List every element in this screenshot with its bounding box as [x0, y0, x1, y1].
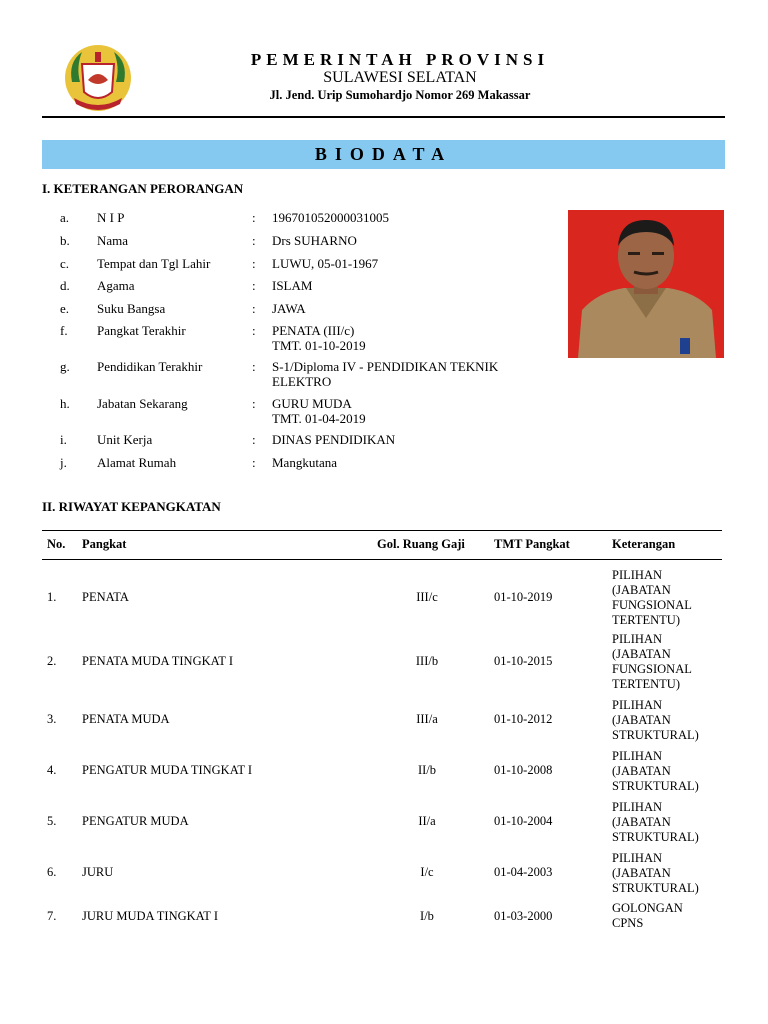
info-value-line: PENATA (III/c) — [272, 323, 355, 338]
info-field-label: Tempat dan Tgl Lahir — [97, 256, 211, 271]
col-header-gol: Gol. Ruang Gaji — [377, 537, 465, 551]
row-tmt: 01-10-2012 — [494, 712, 553, 726]
header-divider — [42, 116, 725, 118]
info-value-line: ELEKTRO — [272, 374, 332, 389]
keterangan-line: FUNGSIONAL — [612, 598, 692, 612]
info-field-label: Unit Kerja — [97, 432, 153, 447]
row-tmt: 01-10-2004 — [494, 814, 553, 828]
row-number: 3. — [47, 712, 57, 726]
info-key: c. — [60, 256, 70, 271]
info-value — [272, 210, 572, 225]
keterangan-line: STRUKTURAL) — [612, 881, 699, 895]
keterangan-line: STRUKTURAL) — [612, 779, 699, 793]
keterangan-line: CPNS — [612, 916, 644, 930]
info-key: g. — [60, 359, 70, 374]
document-header — [0, 0, 768, 120]
info-value — [272, 323, 572, 353]
row-keterangan — [612, 800, 722, 845]
keterangan-line: FUNGSIONAL — [612, 662, 692, 676]
info-colon: : — [252, 301, 256, 316]
provincial-emblem-logo — [62, 42, 134, 114]
info-key: e. — [60, 301, 70, 316]
row-gol: III/a — [416, 712, 438, 726]
info-colon: : — [252, 233, 256, 248]
keterangan-line: PILIHAN — [612, 698, 662, 712]
keterangan-line: PILIHAN — [612, 851, 662, 865]
info-colon: : — [252, 210, 256, 225]
section-personal-title: I. KETERANGAN PERORANGAN — [42, 181, 244, 196]
keterangan-line: (JABATAN — [612, 583, 671, 597]
row-number: 6. — [47, 865, 57, 879]
info-colon: : — [252, 256, 256, 271]
keterangan-line: PILIHAN — [612, 749, 662, 763]
header-subtitle: SULAWESI SELATAN — [323, 69, 477, 86]
row-tmt: 01-03-2000 — [494, 909, 553, 923]
row-keterangan — [612, 851, 722, 896]
col-header-ket: Keterangan — [612, 537, 676, 551]
row-pangkat: PENATA MUDA — [82, 712, 170, 726]
keterangan-line: TERTENTU) — [612, 613, 680, 627]
row-number: 5. — [47, 814, 57, 828]
biodata-banner: BIODATA — [42, 140, 725, 169]
info-value — [272, 455, 572, 470]
row-pangkat: PENATA MUDA TINGKAT I — [82, 654, 233, 668]
info-field-label: N I P — [97, 210, 125, 225]
keterangan-line: (JABATAN — [612, 815, 671, 829]
info-value-line: TMT. 01-04-2019 — [272, 411, 366, 426]
row-number: 1. — [47, 590, 57, 604]
row-pangkat: PENGATUR MUDA TINGKAT I — [82, 763, 253, 777]
info-colon: : — [252, 359, 256, 374]
info-key: b. — [60, 233, 70, 248]
keterangan-line: PILIHAN — [612, 800, 662, 814]
portrait-image — [568, 210, 724, 358]
info-value-line: Mangkutana — [272, 455, 337, 470]
profile-photo — [568, 210, 724, 358]
row-keterangan — [612, 632, 722, 692]
info-value — [272, 278, 572, 293]
row-gol: III/c — [416, 590, 438, 604]
info-colon: : — [252, 432, 256, 447]
keterangan-line: (JABATAN — [612, 647, 671, 661]
keterangan-line: (JABATAN — [612, 713, 671, 727]
row-tmt: 01-10-2019 — [494, 590, 553, 604]
info-key: f. — [60, 323, 68, 338]
col-header-no: No. — [47, 537, 66, 551]
col-header-pangkat: Pangkat — [82, 537, 127, 551]
info-field-label: Nama — [97, 233, 129, 248]
row-pangkat: PENGATUR MUDA — [82, 814, 189, 828]
info-key: d. — [60, 278, 70, 293]
keterangan-line: PILIHAN — [612, 568, 662, 582]
info-field-label: Pendidikan Terakhir — [97, 359, 203, 374]
table-header-rule — [42, 559, 722, 560]
info-field-label: Suku Bangsa — [97, 301, 166, 316]
keterangan-line: STRUKTURAL) — [612, 728, 699, 742]
info-colon: : — [252, 455, 256, 470]
row-gol: II/b — [417, 763, 437, 777]
keterangan-line: PILIHAN — [612, 632, 662, 646]
keterangan-line: TERTENTU) — [612, 677, 680, 691]
info-value — [272, 256, 572, 271]
header-title: PEMERINTAH PROVINSI — [250, 50, 550, 69]
info-value-line: JAWA — [272, 301, 306, 316]
row-number: 7. — [47, 909, 57, 923]
row-pangkat: PENATA — [82, 590, 129, 604]
info-value-line: GURU MUDA — [272, 396, 352, 411]
info-value — [272, 301, 572, 316]
row-pangkat: JURU MUDA TINGKAT I — [82, 909, 219, 923]
row-gol: I/b — [420, 909, 434, 923]
info-key: j. — [60, 455, 67, 470]
row-keterangan — [612, 568, 722, 628]
info-key: h. — [60, 396, 70, 411]
keterangan-line: STRUKTURAL) — [612, 830, 699, 844]
info-value-line: S-1/Diploma IV - PENDIDIKAN TEKNIK — [272, 359, 499, 374]
row-gol: I/c — [420, 865, 434, 879]
section-rank-history-title: II. RIWAYAT KEPANGKATAN — [42, 499, 221, 514]
row-tmt: 01-04-2003 — [494, 865, 553, 879]
row-keterangan — [612, 901, 722, 931]
info-field-label: Agama — [97, 278, 135, 293]
row-number: 2. — [47, 654, 57, 668]
info-value — [272, 432, 572, 447]
info-value-line: ISLAM — [272, 278, 313, 293]
info-value-line: LUWU, 05-01-1967 — [272, 256, 379, 271]
row-pangkat: JURU — [82, 865, 114, 879]
info-value-line: Drs SUHARNO — [272, 233, 357, 248]
info-field-label: Jabatan Sekarang — [97, 396, 188, 411]
info-value — [272, 359, 572, 389]
info-field-label: Pangkat Terakhir — [97, 323, 186, 338]
info-value-line: 196701052000031005 — [272, 210, 389, 225]
row-gol: II/a — [418, 814, 436, 828]
info-field-label: Alamat Rumah — [97, 455, 177, 470]
row-tmt: 01-10-2008 — [494, 763, 553, 777]
row-number: 4. — [47, 763, 57, 777]
info-key: a. — [60, 210, 70, 225]
row-keterangan — [612, 749, 722, 794]
keterangan-line: (JABATAN — [612, 866, 671, 880]
row-keterangan — [612, 698, 722, 743]
info-value — [272, 233, 572, 248]
info-colon: : — [252, 278, 256, 293]
info-value — [272, 396, 572, 426]
row-gol: III/b — [415, 654, 439, 668]
info-key: i. — [60, 432, 67, 447]
col-header-tmt: TMT Pangkat — [494, 537, 570, 551]
info-value-line: TMT. 01-10-2019 — [272, 338, 366, 353]
table-top-rule — [42, 530, 722, 531]
info-colon: : — [252, 396, 256, 411]
header-address: Jl. Jend. Urip Sumohardjo Nomor 269 Makassar — [269, 88, 531, 102]
row-tmt: 01-10-2015 — [494, 654, 553, 668]
info-value-line: DINAS PENDIDIKAN — [272, 432, 396, 447]
info-colon: : — [252, 323, 256, 338]
keterangan-line: (JABATAN — [612, 764, 671, 778]
keterangan-line: GOLONGAN — [612, 901, 683, 915]
